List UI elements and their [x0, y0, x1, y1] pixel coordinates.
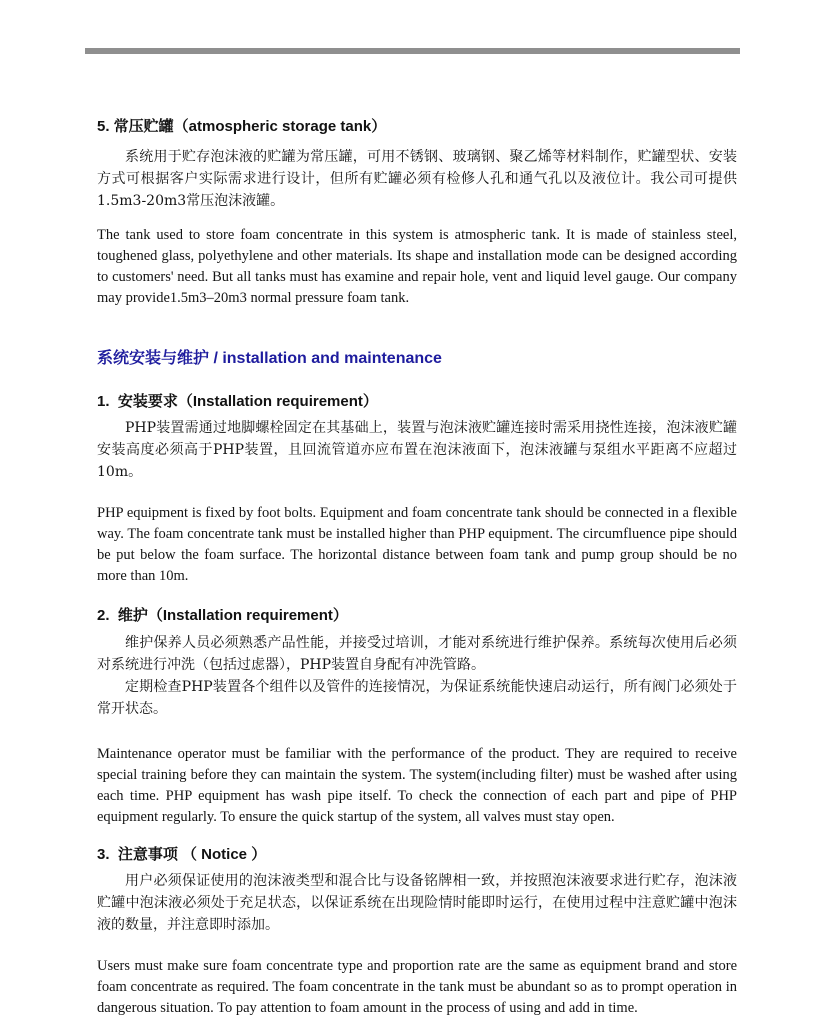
installation-requirement-heading: 1. 安装要求（Installation requirement）: [97, 393, 378, 410]
maintenance-en-paragraph: Maintenance operator must be familiar with the performance of the product. They are required to receive special training before they can maintain the system. The system(including filter) must be washed after using each time. PHP equipment has wash pipe itself. To check the connection of each part and pipe of PHP equipment regularly. To ensure the quick startup of the system, all valves must stay open.: [97, 746, 737, 825]
installation-requirement-en-paragraph: PHP equipment is fixed by foot bolts. Equipment and foam concentrate tank should be connected in a flexible way. The foam concentrate tank must be installed higher than PHP equipment. The circumfluence pipe should be put below the foam surface. The horizontal distance between foam tank and pump group should be no more than 10m.: [97, 505, 737, 584]
notice-cn-paragraph: 用户必须保证使用的泡沫液类型和混合比与设备铭牌相一致，并按照泡沫液要求进行贮存，泡沫液贮罐中泡沫液必须处于充足状态，以保证系统在出现险情时能即时运行，在使用过程中注意贮罐中泡沫液的数量，并注意即时添加。: [97, 873, 737, 933]
maintenance-cn-paragraph-1: 维护保养人员必须熟悉产品性能，并接受过培训，才能对系统进行维护保养。系统每次使用后必须对系统进行冲洗（包括过虑器），PHP装置自身配有冲洗管路。: [97, 635, 737, 673]
maintenance-heading: 2. 维护（Installation requirement）: [97, 607, 348, 624]
section-storage-tank-heading: 5. 常压贮罐（atmospheric storage tank）: [97, 118, 387, 135]
page-content: [97, 112, 737, 1019]
top-divider: [85, 48, 740, 54]
maintenance-cn-paragraph-2: 定期检查PHP装置各个组件以及管件的连接情况，为保证系统能快速启动运行，所有阀门必须处于常开状态。: [97, 679, 737, 717]
notice-en-paragraph: Users must make sure foam concentrate type and proportion rate are the same as equipment brand and store foam concentrate as required. The foam concentrate in the tank must be abundant so as to prompt operation in dangerous situation. To pay attention to foam amount in the process of using and add in time.: [97, 958, 737, 1016]
notice-heading: 3. 注意事项 （ Notice ）: [97, 846, 267, 863]
storage-tank-en-paragraph: The tank used to store foam concentrate in this system is atmospheric tank. It is made of stainless steel, toughened glass, polyethylene and other materials. Its shape and installation mode can be designed according to customers' need. But all tanks must has examine and repair hole, vent and liquid level gauge. Our company may provide1.5m3–20m3 normal pressure foam tank.: [97, 227, 737, 306]
storage-tank-cn-paragraph: 系统用于贮存泡沫液的贮罐为常压罐，可用不锈钢、玻璃钢、聚乙烯等材料制作，贮罐型状、安装方式可根据客户实际需求进行设计，但所有贮罐必须有检修人孔和通气孔以及液位计。我公司可提供1.5m3-20m3常压泡沫液罐。: [97, 149, 737, 209]
installation-maintenance-section-heading: 系统安装与维护 / installation and maintenance: [97, 350, 442, 367]
installation-requirement-cn-paragraph: PHP装置需通过地脚螺栓固定在其基础上，装置与泡沫液贮罐连接时需采用挠性连接，泡沫液贮罐安装高度必须高于PHP装置，且回流管道亦应布置在泡沫液面下，泡沫液罐与泵组水平距离不应超过10m。: [97, 420, 737, 480]
